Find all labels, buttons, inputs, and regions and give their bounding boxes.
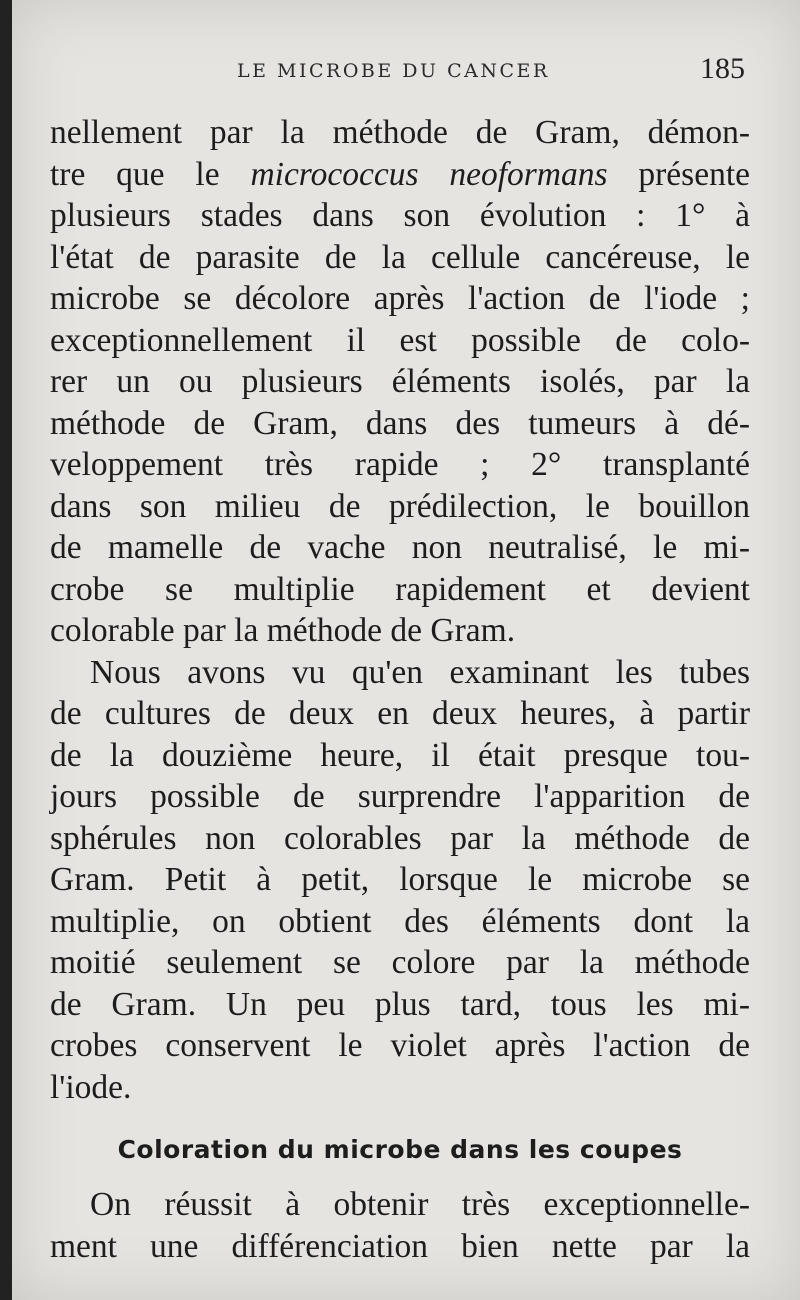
text-line: rer un ou plusieurs éléments isolés, par la [50, 363, 750, 400]
text-line: Gram. Petit à petit, lorsque le microbe se [50, 861, 750, 898]
text-line: de la douzième heure, il était presque tou- [50, 736, 750, 774]
text-line: dans son milieu de prédilection, le bouillon [50, 487, 750, 525]
text-line: l'état de parasite de la cellule cancéreuse, le [50, 238, 750, 276]
page-number: 185 [700, 52, 745, 85]
running-title: LE MICROBE DU CANCER [237, 60, 550, 82]
text-line: colorable par la méthode de Gram. [50, 612, 516, 649]
text-segment: présente [607, 155, 751, 193]
text-line: nellement par la méthode de Gram, démon- [50, 114, 750, 151]
text-line: On réussit à obtenir très exceptionnelle- [90, 1186, 750, 1223]
text-line: veloppement très rapide ; 2° transplanté [50, 446, 750, 483]
text-line: Nous avons vu qu'en examinant les tubes [90, 653, 750, 691]
text-line: multiplie, on obtient des éléments dont la [50, 902, 750, 940]
text-line: sphérules non colorables par la méthode de [50, 819, 750, 857]
text-line [50, 154, 750, 196]
text-line: de Gram. Un peu plus tard, tous les mi- [50, 985, 750, 1023]
text-line: plusieurs stades dans son évolution : 1° à [50, 197, 750, 234]
text-line: l'iode. [50, 1068, 132, 1106]
section-heading: Coloration du microbe dans les coupes [117, 1135, 683, 1164]
text-line: méthode de Gram, dans des tumeurs à dé- [50, 404, 750, 442]
running-head [12, 52, 800, 92]
text-segment: tre que le [50, 155, 251, 193]
text-line: exceptionnellement il est possible de colo- [50, 321, 750, 359]
species-name: micrococcus neoformans [250, 155, 608, 193]
paragraph-2 [50, 652, 750, 1109]
text-line: moitié seulement se colore par la méthode [50, 944, 750, 981]
text-line: de mamelle de vache non neutralisé, le mi- [50, 529, 750, 566]
text-line: crobes conservent le violet après l'action de [50, 1027, 750, 1064]
paragraph-1 [50, 112, 750, 652]
text-line: jours possible de surprendre l'apparition de [50, 778, 750, 815]
text-line: de cultures de deux en deux heures, à partir [50, 695, 750, 732]
text-line: ment une différenciation bien nette par la [50, 1227, 750, 1265]
text-line: microbe se décolore après l'action de l'iode ; [50, 280, 750, 317]
paragraph-3 [50, 1184, 750, 1267]
body-text [50, 112, 750, 1267]
book-page [12, 0, 800, 1300]
text-line: crobe se multiplie rapidement et devient [50, 570, 750, 608]
